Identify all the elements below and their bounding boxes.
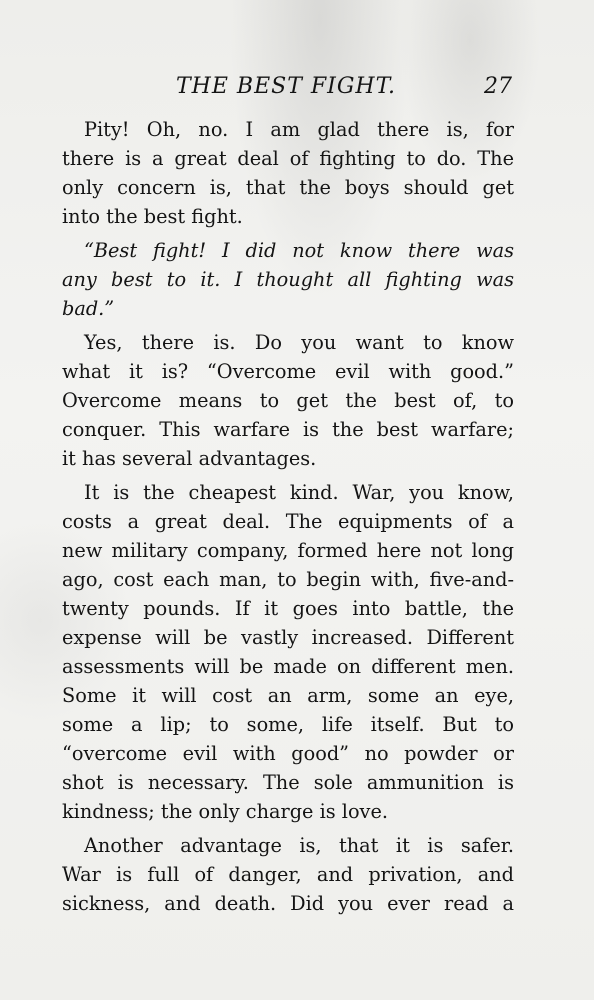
text-line: Yes, there is. Do you want to know [84,331,514,354]
text-line: ago, cost each man, to begin with, five-and- [62,568,514,591]
text-line: only concern is, that the boys should get [62,176,514,199]
text-line: what it is? “Overcome evil with good.” [62,360,514,383]
text-line: sickness, and death. Did you ever read a [62,892,514,915]
text-line: assessments will be made on different men. [62,655,514,678]
text-line: some a lip; to some, life itself. But to [62,713,514,736]
text-line: costs a great deal. The equipments of a [62,510,514,533]
text-line: shot is necessary. The sole ammunition is [62,771,514,794]
text-line: kindness; the only charge is love. [62,800,388,823]
text-line: It is the cheapest kind. War, you know, [84,481,514,504]
text-line: Pity! Oh, no. I am glad there is, for [84,118,514,141]
text-line: Another advantage is, that it is safer. [84,834,514,857]
running-title: THE BEST FIGHT. [175,74,397,99]
text-line: Some it will cost an arm, some an eye, [62,684,514,707]
text-line: it has several advantages. [62,447,317,470]
text-line: expense will be vastly increased. Different [62,626,514,649]
text-line: twenty pounds. If it goes into battle, the [62,597,514,620]
text-line: new military company, formed here not long [62,539,514,562]
text-line: into the best fight. [62,205,243,228]
body-text [62,115,514,918]
text-line: War is full of danger, and privation, and [62,863,514,886]
text-line: “overcome evil with good” no powder or [62,742,514,765]
page-number: 27 [484,74,512,99]
text-line: any best to it. I thought all fighting was [62,268,514,291]
page-header [60,70,512,104]
text-line: conquer. This warfare is the best warfare; [62,418,514,441]
text-line: “Best fight! I did not know there was [84,239,514,262]
text-line: there is a great deal of fighting to do. The [62,147,514,170]
text-line: Overcome means to get the best of, to [62,389,514,412]
text-line: bad.” [62,297,115,320]
